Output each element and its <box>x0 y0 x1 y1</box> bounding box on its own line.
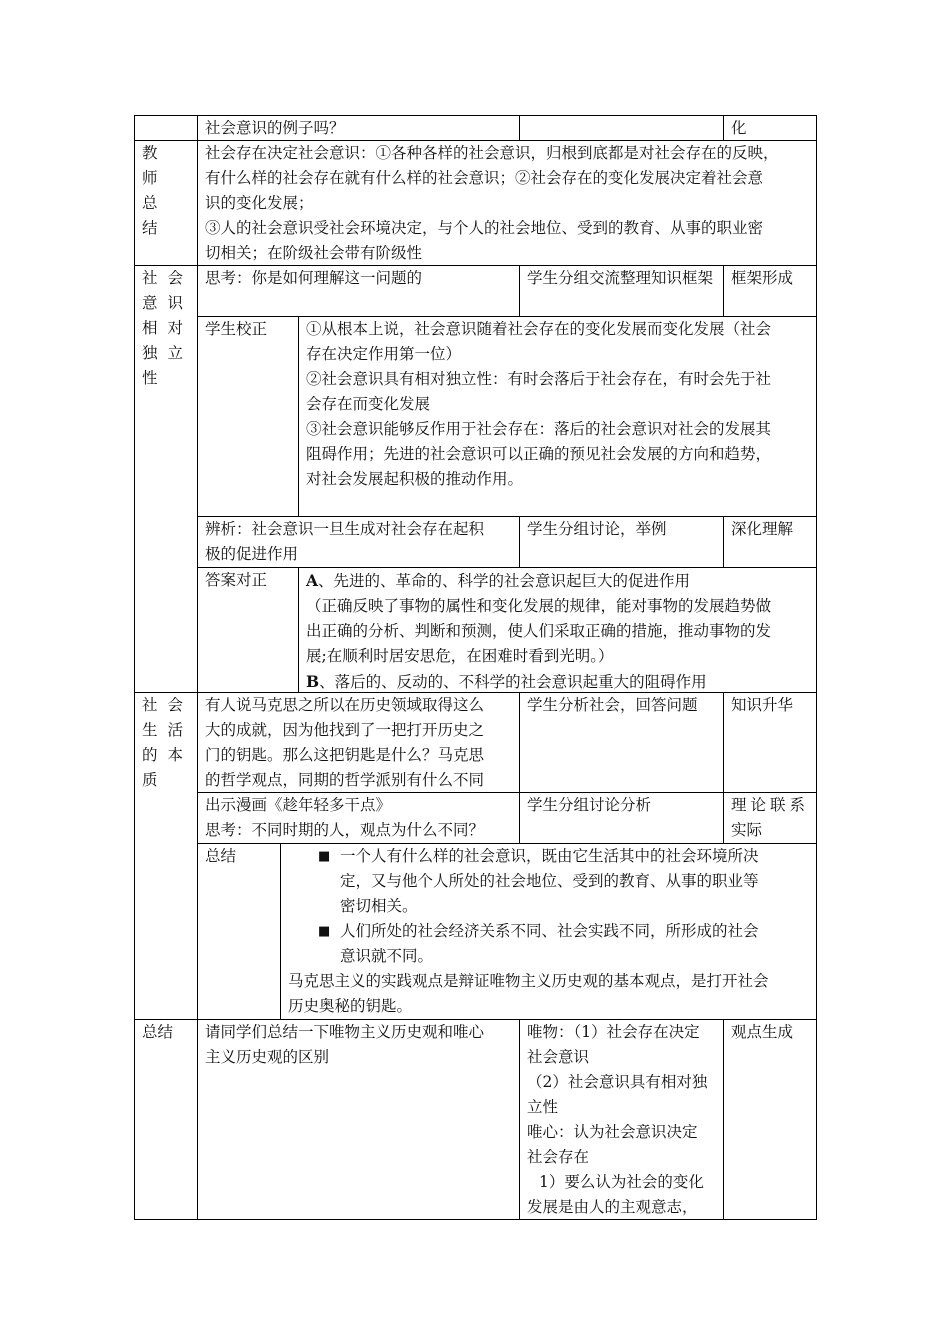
text-line: 对社会发展起积极的推动作用。 <box>306 470 524 488</box>
text-line: （2）社会意识具有相对独 <box>527 1073 708 1091</box>
table-border <box>723 516 724 567</box>
text-line: 定，又与他个人所处的社会地位、受到的教育、从事的职业等 <box>340 872 759 890</box>
table-border <box>298 316 299 516</box>
text-line: 阻碍作用；先进的社会意识可以正确的预见社会发展的方向和趋势， <box>306 445 772 463</box>
question-cell: 社会意识的例子吗？ <box>205 119 345 137</box>
answer-b <box>306 669 814 695</box>
section-label-text: 社会意识相对独立性 <box>142 269 194 387</box>
section-label-text: 社会生活的本质 <box>142 696 194 789</box>
text-line: 门的钥匙。那么这把钥匙是什么？马克思 <box>205 746 485 764</box>
table-border <box>723 692 724 843</box>
text-line: 密切相关。 <box>340 897 418 915</box>
section-label: 总结 <box>142 1023 174 1041</box>
text-line: 社会存在决定社会意识：①各种各样的社会意识，归根到底都是对社会存在的反映， <box>205 144 779 162</box>
text-line: 意识就不同。 <box>340 947 434 965</box>
table-border <box>519 1019 520 1219</box>
marx-goal: 知识升华 <box>731 696 794 714</box>
table-border <box>519 692 520 843</box>
text-line: 思考：不同时期的人，观点为什么不同？ <box>205 821 485 839</box>
text-line: 唯心：认为社会意识决定 <box>527 1123 698 1141</box>
table-border <box>298 567 299 692</box>
text-line: ②社会意识具有相对独立性：有时会落后于社会存在，有时会先于社 <box>306 370 772 388</box>
analysis-prompt <box>205 517 517 567</box>
text-line: 有人说马克思之所以在历史领域取得这么 <box>205 696 485 714</box>
table-border <box>519 265 520 316</box>
teacher-summary-text <box>205 141 813 266</box>
list-item <box>288 844 814 919</box>
answer-a <box>306 568 814 594</box>
section-label <box>142 141 192 241</box>
text-line: 切相关；在阶级社会带有阶级性 <box>205 244 423 262</box>
section-label <box>142 266 194 391</box>
answer-label: 答案对正 <box>205 571 268 589</box>
table-border <box>280 843 281 1019</box>
answer-b-text: 、落后的、反动的、不科学的社会意识起重大的阻碍作用 <box>319 673 707 691</box>
comic-goal <box>731 793 813 843</box>
text-line: 辨析：社会意识一旦生成对社会存在起积 <box>205 520 485 538</box>
text-line: 发展是由人的主观意志， <box>527 1198 698 1216</box>
text-line: 一个人有什么样的社会意识，既由它生活其中的社会环境所决 <box>340 847 759 865</box>
table-border <box>519 516 520 567</box>
text-line: 主义历史观的区别 <box>205 1048 330 1066</box>
text-line: ①从根本上说，社会意识随着社会存在的变化发展而变化发展（社会 <box>306 320 772 338</box>
table-border <box>134 115 135 1219</box>
table-border <box>197 115 198 1219</box>
text-line: 有什么样的社会存在就有什么样的社会意识；②社会存在的变化发展决定着社会意 <box>205 169 764 187</box>
text-line: 极的促进作用 <box>205 545 299 563</box>
table-border <box>723 265 724 316</box>
analysis-goal: 深化理解 <box>731 520 794 538</box>
text-line: 唯物：（1）社会存在决定 <box>527 1023 700 1041</box>
text-line: 实际 <box>731 821 763 839</box>
answer-text <box>306 568 814 695</box>
text-line: 的哲学观点，同期的哲学派别有什么不同 <box>205 771 485 789</box>
summary-label: 总结 <box>205 847 237 865</box>
goal-cell: 化 <box>731 119 747 137</box>
text-line: 识的变化发展； <box>205 194 314 212</box>
section-label-text: 教师总结 <box>142 144 168 237</box>
text-line: 理论联系 <box>731 796 810 814</box>
text-line: 社会存在 <box>527 1148 590 1166</box>
text-line: 展;在顺利时居安思危，在困难时看到光明。） <box>306 647 614 665</box>
table-border <box>816 115 817 1219</box>
answer-a-text: 、先进的、革命的、科学的社会意识起巨大的促进作用 <box>318 572 691 590</box>
table-border <box>723 1019 724 1219</box>
correction-label: 学生校正 <box>205 320 268 338</box>
text-line: （正确反映了事物的属性和变化发展的规律，能对事物的发展趋势做 <box>306 597 772 615</box>
text-line: 社会意识 <box>527 1048 590 1066</box>
final-answer <box>527 1020 721 1220</box>
think-goal: 框架形成 <box>731 269 794 287</box>
final-prompt <box>205 1020 517 1070</box>
think-prompt: 思考：你是如何理解这一问题的 <box>205 269 423 287</box>
comic-activity: 学生分组讨论分析 <box>527 796 652 814</box>
text-line: 1）要么认为社会的变化 <box>539 1173 704 1191</box>
correction-text <box>306 317 814 492</box>
text-line: 存在决定作用第一位） <box>306 345 462 363</box>
table-border <box>723 115 724 140</box>
text-line: 人们所处的社会经济关系不同、社会实践不同，所形成的社会 <box>340 922 759 940</box>
text-line: ③人的社会意识受社会环境决定，与个人的社会地位、受到的教育、从事的职业密 <box>205 219 764 237</box>
text-line: ③社会意识能够反作用于社会存在：落后的社会意识对社会的发展其 <box>306 420 772 438</box>
text-line: 大的成就，因为他找到了一把打开历史之 <box>205 721 485 739</box>
analysis-activity: 学生分组讨论，举例 <box>527 520 667 538</box>
text-line: 请同学们总结一下唯物主义历史观和唯心 <box>205 1023 485 1041</box>
section-label <box>142 693 194 793</box>
marx-prompt <box>205 693 517 793</box>
text-line: 立性 <box>527 1098 559 1116</box>
text-line: 出示漫画《趁年轻多干点》 <box>205 796 392 814</box>
list-item <box>288 919 814 969</box>
final-goal: 观点生成 <box>731 1023 794 1041</box>
think-activity: 学生分组交流整理知识框架 <box>527 269 714 287</box>
square-bullet-icon: ■ <box>318 924 331 939</box>
answer-b-marker: B <box>306 672 320 691</box>
summary-text <box>288 844 814 1019</box>
marx-activity: 学生分析社会，回答问题 <box>527 696 698 714</box>
table-border <box>519 115 520 140</box>
answer-a-marker: A <box>306 571 319 590</box>
text-line: 马克思主义的实践观点是辩证唯物主义历史观的基本观点，是打开社会 <box>288 972 769 990</box>
text-line: 出正确的分析、判断和预测，使人们采取正确的措施，推动事物的发 <box>306 622 772 640</box>
text-line: 会存在而变化发展 <box>306 395 431 413</box>
comic-prompt <box>205 793 517 843</box>
square-bullet-icon: ■ <box>318 849 331 864</box>
text-line: 历史奥秘的钥匙。 <box>288 997 413 1015</box>
